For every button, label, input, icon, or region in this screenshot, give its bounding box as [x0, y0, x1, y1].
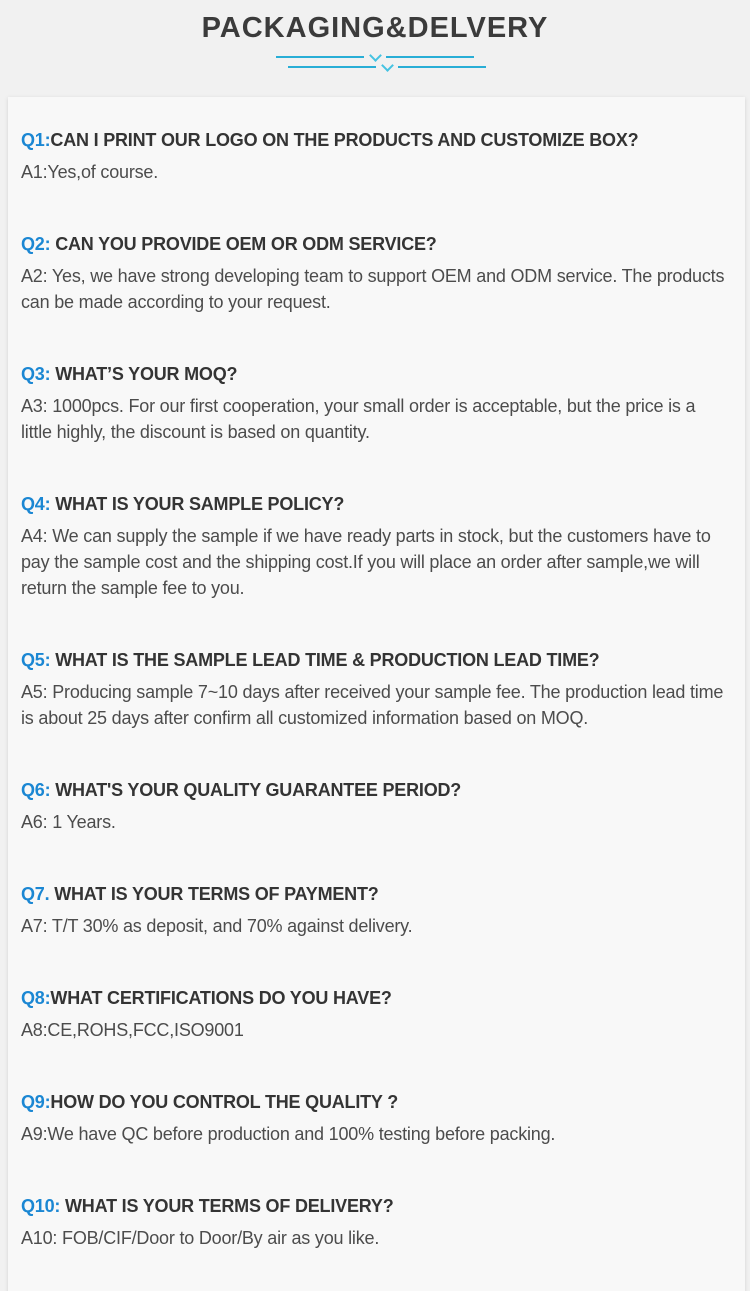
question-number: Q10:: [21, 1196, 61, 1216]
question-number: Q5:: [21, 650, 51, 670]
question-text: WHAT IS YOUR SAMPLE POLICY?: [50, 494, 345, 514]
title-divider: [0, 52, 750, 72]
faq-answer: A5: Producing sample 7~10 days after received your sample fee. The production lead time is about 25 days after confirm all customized information based on MOQ.: [21, 682, 724, 728]
question-text: WHAT’S YOUR MOQ?: [50, 364, 238, 384]
question-number: Q1:: [21, 130, 51, 150]
question-text: WHAT IS YOUR TERMS OF DELIVERY?: [60, 1196, 394, 1216]
section-header: [0, 0, 750, 72]
chevron-down-icon: [369, 49, 382, 62]
question-text: WHAT IS THE SAMPLE LEAD TIME & PRODUCTION LEAD TIME?: [50, 650, 600, 670]
divider-line: [288, 66, 376, 68]
faq-item-q10: [21, 1193, 729, 1251]
faq-answer: A10: FOB/CIF/Door to Door/By air as you like.: [21, 1228, 380, 1248]
faq-question: [21, 361, 729, 387]
divider-row-top: [0, 52, 750, 62]
question-number: Q8:: [21, 988, 51, 1008]
faq-item-q6: [21, 777, 729, 835]
faq-item-q5: [21, 647, 729, 731]
faq-item-q8: [21, 985, 729, 1043]
divider-line: [398, 66, 486, 68]
question-text: WHAT IS YOUR TERMS OF PAYMENT?: [49, 884, 379, 904]
question-number: Q3:: [21, 364, 51, 384]
question-text: WHAT CERTIFICATIONS DO YOU HAVE?: [50, 988, 392, 1008]
faq-question: [21, 777, 729, 803]
page-title: PACKAGING&DELVERY: [201, 12, 549, 44]
faq-answer: A3: 1000pcs. For our first cooperation, your small order is acceptable, but the price is a little highly, the discount is based on quantity.: [21, 396, 696, 442]
faq-question: [21, 1193, 729, 1219]
question-number: Q2:: [21, 234, 51, 254]
divider-line: [276, 56, 364, 58]
faq-question: [21, 231, 729, 257]
question-number: Q9:: [21, 1092, 51, 1112]
faq-answer: A2: Yes, we have strong developing team to support OEM and ODM service. The products can be made according to your request.: [21, 266, 725, 312]
question-number: Q4:: [21, 494, 51, 514]
faq-item-q9: [21, 1089, 729, 1147]
chevron-slot: [376, 65, 398, 70]
question-text: WHAT'S YOUR QUALITY GUARANTEE PERIOD?: [50, 780, 462, 800]
divider-line: [386, 56, 474, 58]
question-number: Q6:: [21, 780, 51, 800]
question-number: Q7.: [21, 884, 50, 904]
faq-item-q7: [21, 881, 729, 939]
faq-answer: A6: 1 Years.: [21, 812, 116, 832]
question-text: HOW DO YOU CONTROL THE QUALITY ?: [50, 1092, 399, 1112]
faq-question: [21, 881, 729, 907]
faq-question: [21, 127, 729, 153]
faq-question: [21, 985, 729, 1011]
faq-item-q4: [21, 491, 729, 601]
faq-question: [21, 491, 729, 517]
faq-question: [21, 1089, 729, 1115]
faq-answer: A4: We can supply the sample if we have ready parts in stock, but the customers have to pay the sample cost and the shipping cost.If you will place an order after sample,we will return the sample fee to you.: [21, 526, 711, 598]
divider-row-bottom: [12, 62, 750, 72]
faq-answer: A7: T/T 30% as deposit, and 70% against delivery.: [21, 916, 413, 936]
question-text: CAN I PRINT OUR LOGO ON THE PRODUCTS AND CUSTOMIZE BOX?: [50, 130, 639, 150]
faq-card: [8, 97, 745, 1291]
faq-answer: A1:Yes,of course.: [21, 162, 159, 182]
faq-item-q1: [21, 127, 729, 185]
question-text: CAN YOU PROVIDE OEM OR ODM SERVICE?: [50, 234, 437, 254]
faq-question: [21, 647, 729, 673]
faq-item-q3: [21, 361, 729, 445]
chevron-slot: [364, 55, 386, 60]
faq-item-q2: [21, 231, 729, 315]
faq-answer: A8:CE,ROHS,FCC,ISO9001: [21, 1020, 244, 1040]
faq-answer: A9:We have QC before production and 100% testing before packing.: [21, 1124, 556, 1144]
